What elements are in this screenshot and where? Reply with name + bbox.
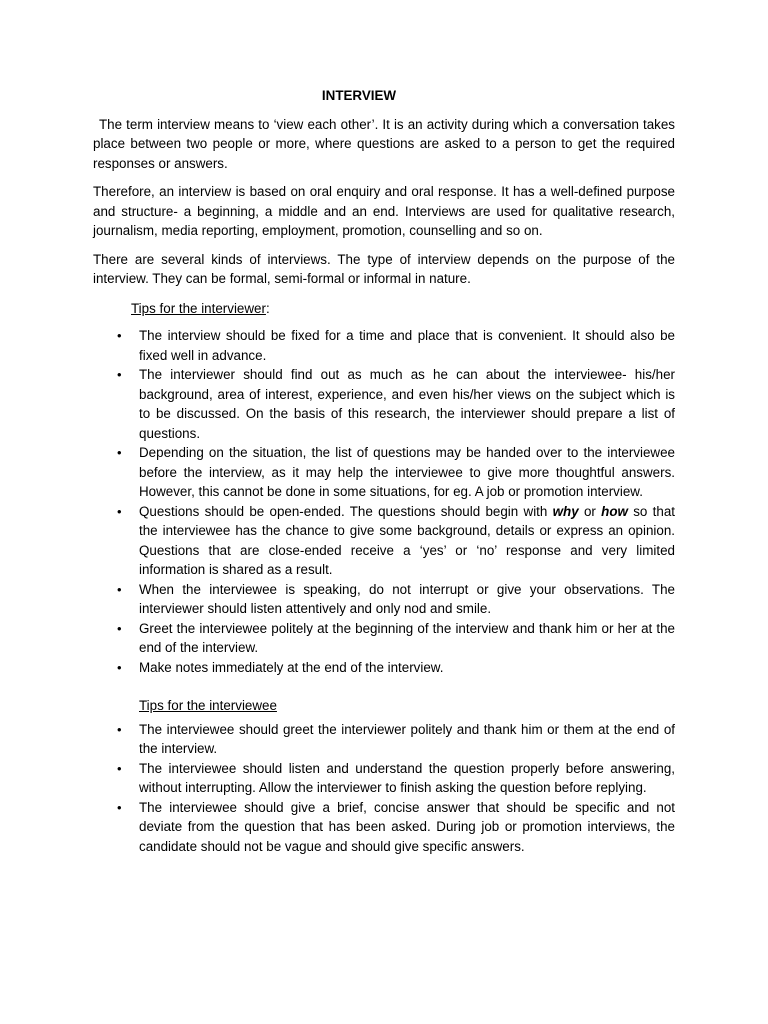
list-item — [93, 502, 675, 580]
list-item-text: Depending on the situation, the list of questions may be handed over to the interviewee before the interview, as it may help the interviewee to give more thoughtful answers. However, this cannot be done in some situations, for eg. A job or promotion interview. — [139, 445, 675, 499]
document-title: INTERVIEW — [321, 88, 397, 103]
interviewee-tips-heading-text: Tips for the interviewee — [139, 698, 277, 713]
list-item — [93, 326, 675, 365]
intro-paragraph-2: Therefore, an interview is based on oral enquiry and oral response. It has a well-defined purpose and structure- a beginning, a middle and an end. Interviews are used for qualitative research, journalism, media reporting, employment, promotion, counselling and so on. — [93, 184, 675, 238]
list-item — [93, 443, 675, 502]
list-item-text: The interviewee should listen and understand the question properly before answering, without interrupting. Allow the interviewer to finish asking the question before replying. — [139, 760, 675, 795]
document-page — [93, 86, 675, 856]
list-item-text: The interviewer should find out as much as he can about the interviewee- his/her background, area of interest, experience, and even his/her views on the subject which is to be discussed. On the basis of this research, the interviewer should prepare a list of questions. — [139, 367, 675, 441]
list-item-text: Make notes immediately at the end of the interview. — [139, 659, 444, 675]
bullet-icon: • — [117, 620, 122, 636]
interviewer-tips-heading — [93, 299, 675, 319]
list-item-text: When the interviewee is speaking, do not interrupt or give your observations. The interviewer should listen attentively and only nod and smile. — [139, 581, 675, 616]
bullet-icon: • — [117, 760, 122, 776]
list-item — [93, 658, 675, 678]
list-item-text: The interview should be fixed for a time and place that is convenient. It should also be fixed well in advance. — [139, 328, 675, 363]
bullet-icon: • — [117, 721, 122, 737]
intro-paragraph-3: There are several kinds of interviews. The type of interview depends on the purpose of the interview. They can be formal, semi-formal or informal in nature. — [93, 251, 675, 286]
intro-paragraph-1: The term interview means to ‘view each other’. It is an activity during which a conversation takes place between two people or more, where questions are asked to a person to get the required responses or answers. — [93, 116, 675, 171]
list-item-text-part: so that the interviewee has the chance to give some background, details or express an opinion. Questions that are close-ended receive a ‘yes’ or ‘no’ response and very limited information is shared as a result. — [139, 503, 675, 577]
list-item — [93, 619, 675, 658]
interviewer-tips-heading-text: Tips for the interviewer — [131, 300, 266, 316]
list-item-text: Greet the interviewee politely at the beginning of the interview and thank him or her at the end of the interview. — [139, 620, 675, 655]
list-item — [93, 365, 675, 443]
list-item — [93, 720, 675, 759]
bullet-icon: • — [117, 367, 122, 382]
list-item — [93, 580, 675, 619]
bullet-icon: • — [117, 799, 122, 815]
bullet-icon: • — [117, 659, 122, 675]
bullet-icon: • — [117, 581, 122, 597]
list-item-text: The interviewee should give a brief, concise answer that should be specific and not deviate from the question that has been asked. During job or promotion interviews, the candidate should not be vague and should give specific answers. — [139, 799, 675, 854]
emphasis-how: how — [601, 503, 628, 519]
list-item-text — [139, 504, 675, 578]
interviewee-tips-heading — [93, 696, 675, 716]
bullet-icon: • — [117, 445, 122, 460]
list-item — [93, 798, 675, 857]
interviewer-tips-heading-colon: : — [265, 300, 270, 316]
emphasis-why: why — [552, 503, 579, 519]
interviewer-tips-list — [93, 326, 675, 677]
list-item-text: The interviewee should greet the interviewer politely and thank him or them at the end of the interview. — [139, 721, 675, 756]
list-item-text-part: Questions should be open-ended. The questions should begin with — [139, 503, 553, 519]
bullet-icon: • — [117, 503, 122, 519]
interviewee-tips-list — [93, 720, 675, 857]
list-item-text-part: or — [578, 503, 602, 519]
bullet-icon: • — [117, 328, 122, 343]
list-item — [93, 759, 675, 798]
